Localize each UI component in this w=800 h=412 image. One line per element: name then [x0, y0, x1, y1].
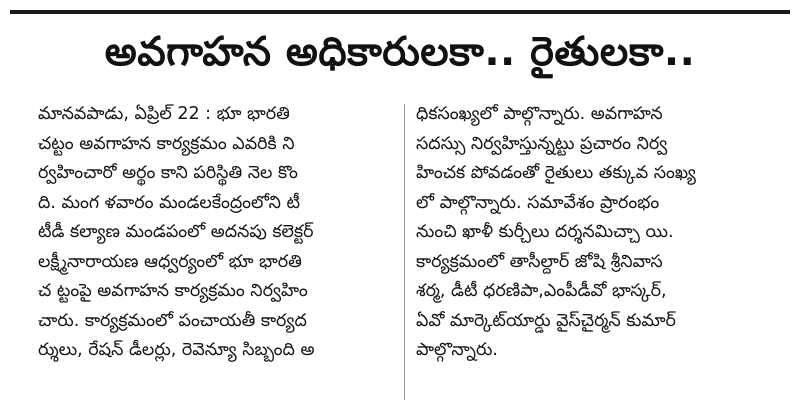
- body-line: చ ట్టంపై అవగాహన కార్యక్రమం నిర్వహిం: [38, 281, 308, 301]
- body-line: కార్యక్రమంలో తాసీల్దార్ జోషి శ్రీనివాస: [416, 251, 663, 272]
- body-line: ర్వహించారో అర్థం కాని పరిస్థితి నెల కొం: [38, 163, 298, 183]
- body-line: చారు. కార్యక్రమంలో పంచాయతీ కార్యద: [38, 310, 307, 331]
- body-line: లక్ష్మీనారాయణ ఆధ్వర్యంలో భూ భారతి: [38, 251, 302, 272]
- body-line: నుంచి ఖాళీ కుర్చీలు దర్శనమిచ్చా యి.: [416, 222, 674, 242]
- body-line: టీడీ కల్యాణ మండపంలో అదనపు కలెక్టర్: [38, 222, 314, 242]
- body-line: సదస్సు నిర్వహిస్తున్నట్టు ప్రచారం నిర్వ: [416, 133, 668, 154]
- body-line: ధికసంఖ్యలో పాల్గొన్నారు. అవగాహన: [416, 104, 663, 124]
- headline: అవగాహన అధికారులకా.. రైతులకా..: [104, 29, 696, 75]
- body-line: ర్శులు, రేషన్ డీలర్లు, రెవెన్యూ సిబ్బంది అ: [38, 340, 315, 360]
- article-column-right: [416, 100, 774, 366]
- top-rule: [10, 10, 790, 14]
- body-line: ది. మంగ ళవారం మండలకేంద్రంలోని టీ: [38, 192, 300, 213]
- body-line: చట్టం అవగాహన కార్యక్రమం ఎవరికి ని: [38, 133, 295, 154]
- body-line: లో పాల్గొన్నారు. సమావేశం ప్రారంభం: [416, 192, 660, 213]
- body-line: శర్మ, డీటీ ధరణిపా,ఎంపీడీవో భాస్కర్,: [416, 281, 667, 301]
- article-column-left: [38, 100, 398, 366]
- body-line: హించక పోవడంతో రైతులు తక్కువ సంఖ్య: [416, 163, 696, 183]
- body-line: పాల్గొన్నారు.: [416, 340, 498, 360]
- column-divider: [404, 104, 405, 400]
- body-line: ఏవో మార్కెట్‌యార్డు వైస్‌చైర్మన్ కుమార్: [416, 310, 676, 331]
- body-line: మానవపాడు, ఏప్రిల్ 22 : భూ భారతి: [38, 104, 290, 124]
